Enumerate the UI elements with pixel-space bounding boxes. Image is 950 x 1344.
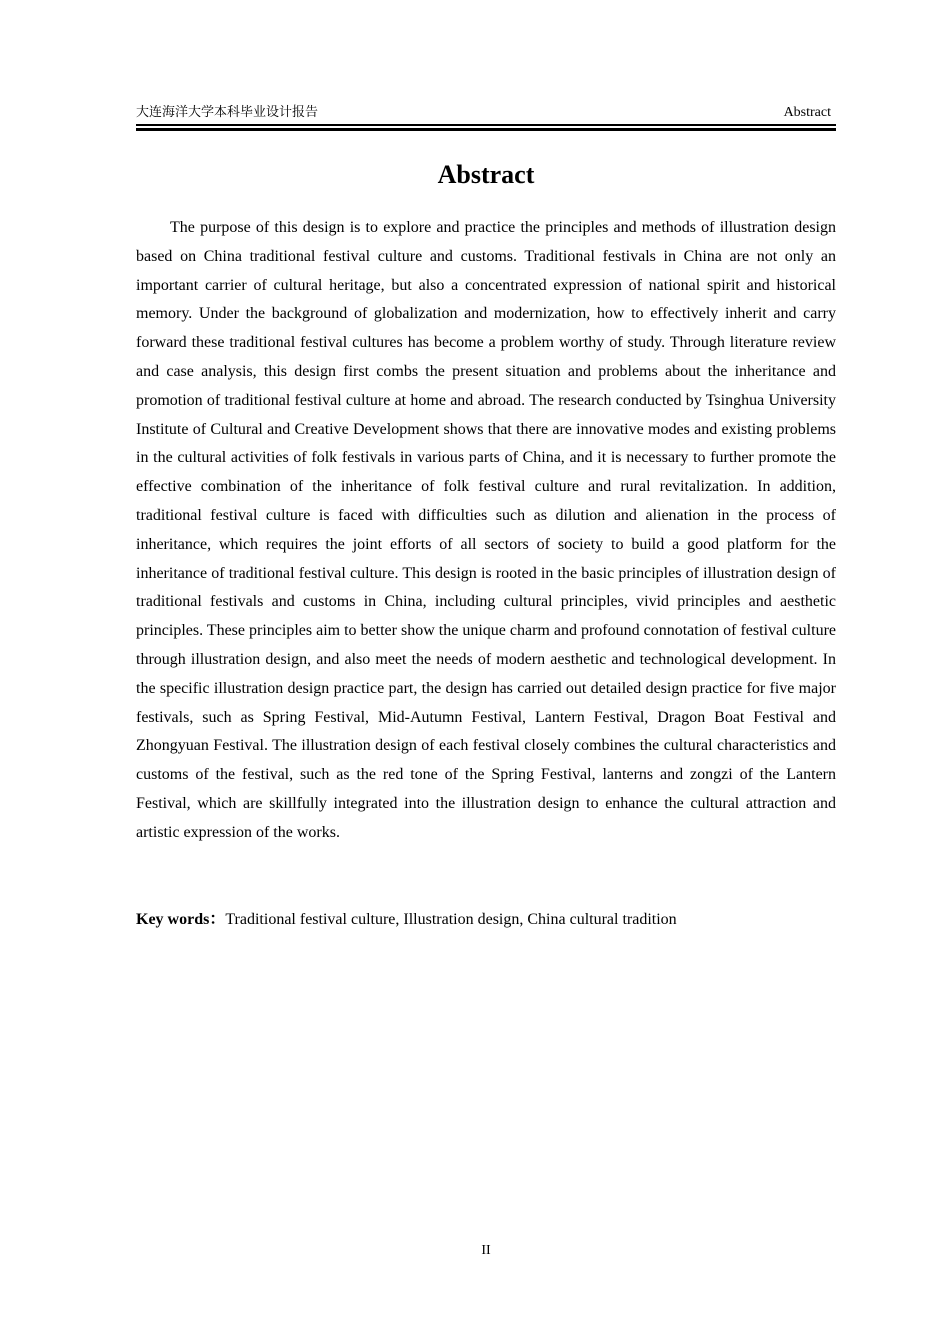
running-header	[136, 104, 836, 122]
keywords-label: Key words：	[136, 911, 226, 928]
header-university-report-title: 大连海洋大学本科毕业设计报告	[136, 105, 319, 120]
header-rule-thick	[136, 124, 836, 126]
abstract-paragraph: The purpose of this design is to explore and practice the principles and methods of illustration design based on China traditional festival culture and customs. Traditional festivals in China are not only an important carrier of cultural heritage, but also a concentrated expression of national spirit and historical memory. Under the background of globalization and modernization, how to effectively inherit and carry forward these traditional festival cultures has become a problem worthy of study. Through literature review and case analysis, this design first combs the present situation and problems about the inheritance and promotion of traditional festival culture at home and abroad. The research conducted by Tsinghua University Institute of Cultural and Creative Development shows that there are innovative modes and existing problems in the cultural activities of folk festivals in various parts of China, and it is necessary to further promote the effective combination of the inheritance of folk festival culture and rural revitalization. In addition, traditional festival culture is faced with difficulties such as dilution and alienation in the process of inheritance, which requires the joint efforts of all sectors of society to build a good platform for the inheritance of traditional festival culture. This design is rooted in the basic principles of illustration design of traditional festivals and customs in China, including cultural principles, vivid principles and aesthetic principles. These principles aim to better show the unique charm and profound connotation of festival culture through illustration design, and also meet the needs of modern aesthetic and technological development. In the specific illustration design practice part, the design has carried out detailed design practice for five major festivals, such as Spring Festival, Mid-Autumn Festival, Lantern Festival, Dragon Boat Festival and Zhongyuan Festival. The illustration design of each festival closely combines the cultural characteristics and customs of the festival, such as the red tone of the Spring Festival, lanterns and zongzi of the Lantern Festival, which are skillfully integrated into the illustration design to enhance the cultural attraction and artistic expression of the works.	[136, 219, 836, 841]
keywords-value: Traditional festival culture, Illustration design, China cultural tradition	[225, 911, 677, 928]
header-rule-double	[136, 128, 836, 131]
page-title: Abstract	[437, 160, 535, 189]
header-section-name: Abstract	[783, 105, 831, 120]
page-number: II	[481, 1243, 491, 1258]
keywords-line	[136, 906, 836, 934]
